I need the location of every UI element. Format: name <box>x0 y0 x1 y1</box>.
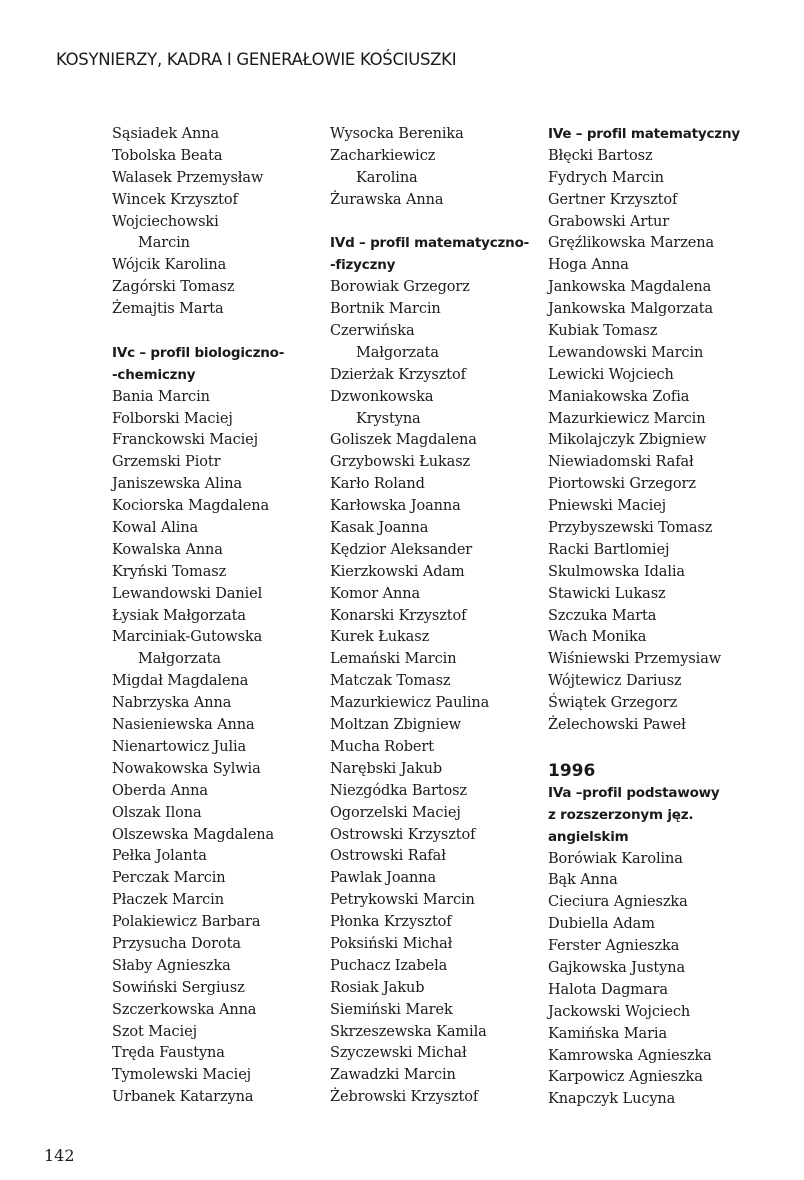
class-heading: IVd – profil matematyczno- <box>330 235 530 252</box>
student-name: Piortowski Grzegorz <box>548 476 696 493</box>
column-1 <box>112 124 302 1109</box>
student-name: Urbanek Katarzyna <box>112 1089 254 1106</box>
student-name: Żurawska Anna <box>330 191 444 208</box>
student-name: Nabrzyska Anna <box>112 695 232 712</box>
student-name: Migdał Magdalena <box>112 673 249 690</box>
student-name: Dubiella Adam <box>548 916 655 933</box>
student-name: Tobolska Beata <box>112 147 223 164</box>
student-name: Poksiński Michał <box>330 935 453 952</box>
class-heading: -chemiczny <box>112 366 196 383</box>
student-name: Wiśniewski Przemysiaw <box>548 651 722 668</box>
student-name: Puchacz Izabela <box>330 957 448 974</box>
student-name: Pniewski Maciej <box>548 498 667 515</box>
student-name: Wysocka Berenika <box>330 126 464 142</box>
student-name: Zacharkiewicz <box>330 147 436 164</box>
student-name: Pełka Jolanta <box>112 848 207 865</box>
student-name: Kowal Alina <box>112 520 199 537</box>
student-name: Karło Roland <box>330 476 425 493</box>
student-name: Żebrowski Krzysztof <box>330 1089 479 1106</box>
name-continuation: Krystyna <box>356 410 421 427</box>
student-name: Łysiak Małgorzata <box>112 607 246 624</box>
student-name: Gajkowska Justyna <box>548 959 686 976</box>
student-name: Marciniak-Gutowska <box>112 629 263 646</box>
student-name: Wójcik Karolina <box>112 257 227 274</box>
student-name: Bąk Anna <box>548 872 618 889</box>
student-name: Skulmowska Idalia <box>548 563 685 580</box>
student-name: Sąsiadek Anna <box>112 126 220 142</box>
section-spacer <box>330 212 530 234</box>
student-name: Mazurkiewicz Marcin <box>548 410 706 427</box>
student-name: Tręda Faustyna <box>112 1045 225 1062</box>
student-name: Cieciura Agnieszka <box>548 894 688 911</box>
student-name: Przybyszewski Tomasz <box>548 520 713 537</box>
student-name: Konarski Krzysztof <box>330 607 467 624</box>
student-name: Grabowski Artur <box>548 213 670 230</box>
student-name: Kurek Łukasz <box>330 629 430 646</box>
student-name: Borowiak Grzegorz <box>330 279 470 296</box>
student-name: Czerwińska <box>330 323 415 340</box>
student-name: Ostrowski Rafał <box>330 848 446 865</box>
student-name: Franckowski Maciej <box>112 432 259 449</box>
student-name: Mucha Robert <box>330 738 434 755</box>
student-name: Perczak Marcin <box>112 870 226 887</box>
class-heading: IVe – profil matematyczny <box>548 126 740 142</box>
student-name: Maniakowska Zofia <box>548 388 690 405</box>
name-continuation: Małgorzata <box>356 344 439 361</box>
student-name: Lemański Marcin <box>330 651 457 668</box>
student-name: Petrykowski Marcin <box>330 892 475 909</box>
student-name: Szczerkowska Anna <box>112 1001 257 1018</box>
student-name: Karpowicz Agnieszka <box>548 1069 703 1086</box>
student-name: Folborski Maciej <box>112 410 233 427</box>
student-name: Polakiewicz Barbara <box>112 914 261 931</box>
column-3 <box>548 124 748 1111</box>
name-continuation: Małgorzata <box>138 651 221 668</box>
student-name: Ostrowski Krzysztof <box>330 826 476 843</box>
student-name: Hoga Anna <box>548 257 629 274</box>
student-name: Kowalska Anna <box>112 541 223 558</box>
student-name: Karłowska Joanna <box>330 498 461 515</box>
student-name: Płonka Krzysztof <box>330 914 452 931</box>
student-name: Bania Marcin <box>112 388 210 405</box>
student-name: Dzwonkowska <box>330 388 434 405</box>
class-heading: angielskim <box>548 828 629 845</box>
student-name: Żemajtis Marta <box>112 301 224 318</box>
student-name: Walasek Przemysław <box>112 169 264 186</box>
class-heading: IVa –profil podstawowy <box>548 784 720 801</box>
student-name: Kryński Tomasz <box>112 563 227 580</box>
student-name: Mikolajczyk Zbigniew <box>548 432 707 449</box>
student-name: Siemiński Marek <box>330 1001 453 1018</box>
student-name: Grzybowski Łukasz <box>330 454 471 471</box>
student-name: Narębski Jakub <box>330 760 443 777</box>
student-name: Moltzan Zbigniew <box>330 717 461 734</box>
student-name: Kierzkowski Adam <box>330 563 465 580</box>
student-name: Nasieniewska Anna <box>112 717 255 734</box>
page-number: 142 <box>44 1146 75 1165</box>
student-name: Mazurkiewicz Paulina <box>330 695 490 712</box>
student-name: Słaby Agnieszka <box>112 957 231 974</box>
student-name: Szot Maciej <box>112 1023 197 1040</box>
student-name: Niewiadomski Rafał <box>548 454 694 471</box>
student-name: Kędzior Aleksander <box>330 541 473 558</box>
student-name: Jankowska Malgorzata <box>548 301 714 318</box>
student-name: Zawadzki Marcin <box>330 1067 456 1084</box>
student-name: Stawicki Lukasz <box>548 585 666 602</box>
student-name: Borówiak Karolina <box>548 850 683 867</box>
name-continuation: Marcin <box>138 235 190 252</box>
student-name: Nowakowska Sylwia <box>112 760 261 777</box>
student-name: Ogorzelski Maciej <box>330 804 461 821</box>
student-name: Matczak Tomasz <box>330 673 451 690</box>
student-name: Kasak Joanna <box>330 520 429 537</box>
student-name: Jackowski Wojciech <box>548 1003 691 1020</box>
student-name: Zagórski Tomasz <box>112 279 235 296</box>
section-spacer <box>112 321 302 343</box>
student-name: Racki Bartlomiej <box>548 541 670 558</box>
student-name: Grzemski Piotr <box>112 454 221 471</box>
student-name: Wójtewicz Dariusz <box>548 673 682 690</box>
student-name: Kociorska Magdalena <box>112 498 270 515</box>
student-name: Fydrych Marcin <box>548 169 664 186</box>
student-name: Płaczek Marcin <box>112 892 224 909</box>
student-name: Wincek Krzysztof <box>112 191 238 208</box>
class-heading: -fizyczny <box>330 257 396 274</box>
student-name: Skrzeszewska Kamila <box>330 1023 487 1040</box>
student-name: Rosiak Jakub <box>330 979 425 996</box>
student-name: Knapczyk Lucyna <box>548 1091 676 1108</box>
student-name: Goliszek Magdalena <box>330 432 477 449</box>
student-name: Kamińska Maria <box>548 1025 667 1042</box>
student-name: Lewandowski Marcin <box>548 344 704 361</box>
student-name: Jankowska Magdalena <box>548 279 712 296</box>
student-name: Gręźlikowska Marzena <box>548 235 715 252</box>
student-name: Komor Anna <box>330 585 420 602</box>
student-name: Bortnik Marcin <box>330 301 441 318</box>
student-name: Błęcki Bartosz <box>548 147 653 164</box>
student-name: Oberda Anna <box>112 782 208 799</box>
student-name: Gertner Krzysztof <box>548 191 678 208</box>
student-name: Tymolewski Maciej <box>112 1067 252 1084</box>
class-heading: IVc – profil biologiczno- <box>112 344 285 361</box>
class-heading: z rozszerzonym jęz. <box>548 806 694 823</box>
student-name: Świątek Grzegorz <box>548 695 678 712</box>
section-spacer <box>548 737 748 759</box>
student-name: Nienartowicz Julia <box>112 738 247 755</box>
student-name: Szczuka Marta <box>548 607 657 624</box>
student-name: Ferster Agnieszka <box>548 938 680 955</box>
student-name: Pawlak Joanna <box>330 870 437 887</box>
student-name: Żelechowski Paweł <box>548 717 686 734</box>
student-name: Lewandowski Daniel <box>112 585 263 602</box>
column-2 <box>330 124 530 1109</box>
student-name: Kubiak Tomasz <box>548 323 658 340</box>
student-name: Janiszewska Alina <box>112 476 243 493</box>
student-name: Wach Monika <box>548 629 647 646</box>
student-name: Lewicki Wojciech <box>548 366 674 383</box>
name-continuation: Karolina <box>356 169 418 186</box>
running-head: KOSYNIERZY, KADRA I GENERAŁOWIE KOŚCIUSZKI <box>56 50 457 69</box>
student-name: Niezgódka Bartosz <box>330 782 468 799</box>
year-heading: 1996 <box>548 760 596 781</box>
student-name: Olszak Ilona <box>112 804 202 821</box>
student-name: Halota Dagmara <box>548 981 668 998</box>
student-name: Dzierżak Krzysztof <box>330 366 466 383</box>
student-name: Sowiński Sergiusz <box>112 979 245 996</box>
student-name: Kamrowska Agnieszka <box>548 1047 712 1064</box>
student-name: Olszewska Magdalena <box>112 826 275 843</box>
student-name: Przysucha Dorota <box>112 935 241 952</box>
student-name: Szyczewski Michał <box>330 1045 467 1062</box>
student-name: Wojciechowski <box>112 213 219 230</box>
